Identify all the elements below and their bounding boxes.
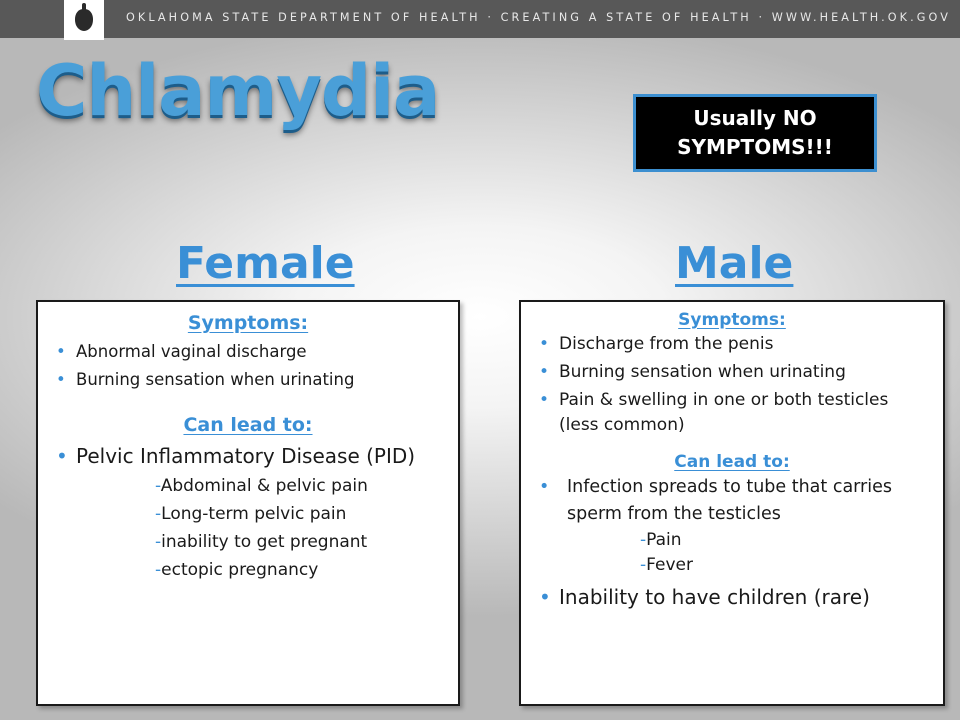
female-symptoms-list xyxy=(50,338,446,394)
header-text: OKLAHOMA STATE DEPARTMENT OF HEALTH · CREATING A STATE OF HEALTH · WWW.HEALTH.OK.GOV xyxy=(126,11,951,24)
callout-line-1: Usually NO xyxy=(693,106,817,130)
male-lead-list xyxy=(533,474,931,528)
list-item: • Discharge from the penis xyxy=(533,332,931,357)
list-item: -Long-term pelvic pain xyxy=(155,504,347,524)
female-lead-heading: Can lead to: xyxy=(183,414,313,436)
list-item: • Inability to have children (rare) xyxy=(533,582,931,612)
male-symptoms-heading: Symptoms: xyxy=(678,310,786,330)
callout-line-2: SYMPTOMS!!! xyxy=(677,135,833,159)
male-symptoms-list xyxy=(533,332,931,438)
apple-icon xyxy=(64,0,104,40)
header-bar xyxy=(0,0,960,38)
male-panel xyxy=(519,300,945,706)
list-item: • Infection spreads to tube that carries sperm from the testicles xyxy=(533,474,931,528)
list-item: • Burning sensation when urinating xyxy=(533,360,931,385)
list-item: -Pain xyxy=(640,530,682,550)
list-item: • Abnormal vaginal discharge xyxy=(50,338,446,366)
list-item: -ectopic pregnancy xyxy=(155,560,319,580)
list-item: • Pain & swelling in one or both testicles (less common) xyxy=(533,388,931,438)
list-item: • Burning sensation when urinating xyxy=(50,366,446,394)
male-lead-list-2 xyxy=(533,582,931,612)
female-symptoms-heading: Symptoms: xyxy=(187,312,309,334)
male-heading: Male xyxy=(675,238,794,289)
male-lead-sublist xyxy=(533,528,931,578)
female-lead-sublist xyxy=(50,472,446,584)
list-item: -Abdominal & pelvic pain xyxy=(155,476,368,496)
list-item: -inability to get pregnant xyxy=(155,532,368,552)
list-item: • Pelvic Inflammatory Disease (PID) xyxy=(50,440,446,472)
female-lead-list xyxy=(50,440,446,472)
male-lead-heading: Can lead to: xyxy=(674,452,790,472)
female-heading: Female xyxy=(176,238,355,289)
female-panel xyxy=(36,300,460,706)
symptoms-callout xyxy=(633,94,877,172)
list-item: -Fever xyxy=(640,555,693,575)
page-title: Chlamydia xyxy=(36,50,440,132)
